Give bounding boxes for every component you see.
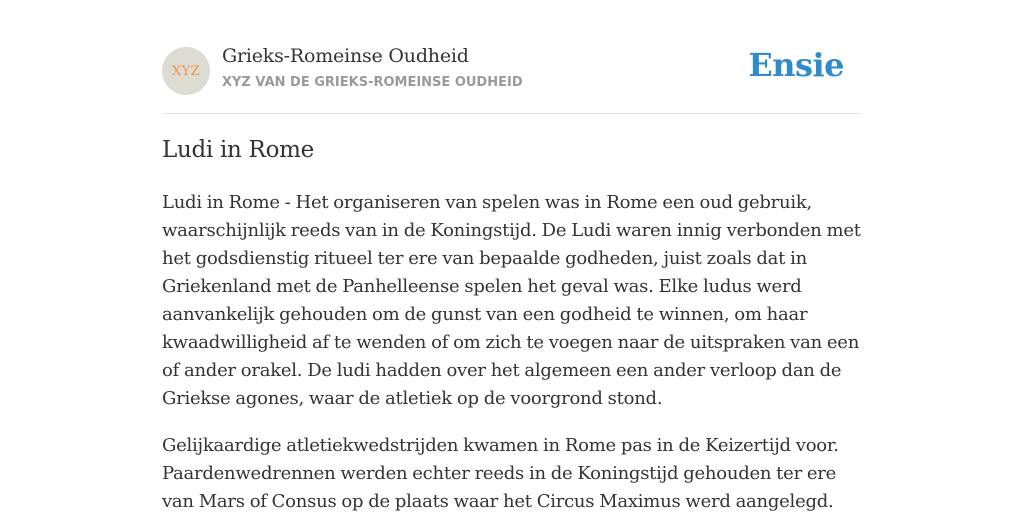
source-header [162,0,862,114]
source-avatar[interactable]: XYZ [162,47,210,95]
article-paragraph: Ludi in Rome - Het organiseren van spelen was in Rome een oud gebruik, waarschijnlijk reeds van in de Koningstijd. De Ludi waren innig verbonden met het godsdienstig ritueel ter ere van bepaalde godheden, juist zoals dat in Griekenland met de Panhelleense spelen het geval was. Elke ludus werd aanvankelijk gehouden om de gunst van een godheid te winnen, om haar kwaadwilligheid af te wenden of om zich te voegen naar de uitspraken van een of ander orakel. De ludi hadden over het algemeen een ander verloop dan de Griekse agones, waar de atletiek op de voorgrond stond. [162,192,861,409]
ensie-logo[interactable]: Ensie [748,46,844,84]
article-paragraph: Gelijkaardige atletiekwedstrijden kwamen in Rome pas in de Keizertijd voor. Paardenwedrennen werden echter reeds in de Koningstijd gehouden ter ere van Mars of Consus op de plaats waar het Circus Maximus werd aangelegd. [162,435,839,512]
source-subtitle: XYZ VAN DE GRIEKS-ROMEINSE OUDHEID [222,75,523,90]
article-title: Ludi in Rome [162,137,314,163]
source-title[interactable]: Grieks-Romeinse Oudheid [222,45,469,67]
article-body [162,189,862,512]
content-container [162,0,862,512]
